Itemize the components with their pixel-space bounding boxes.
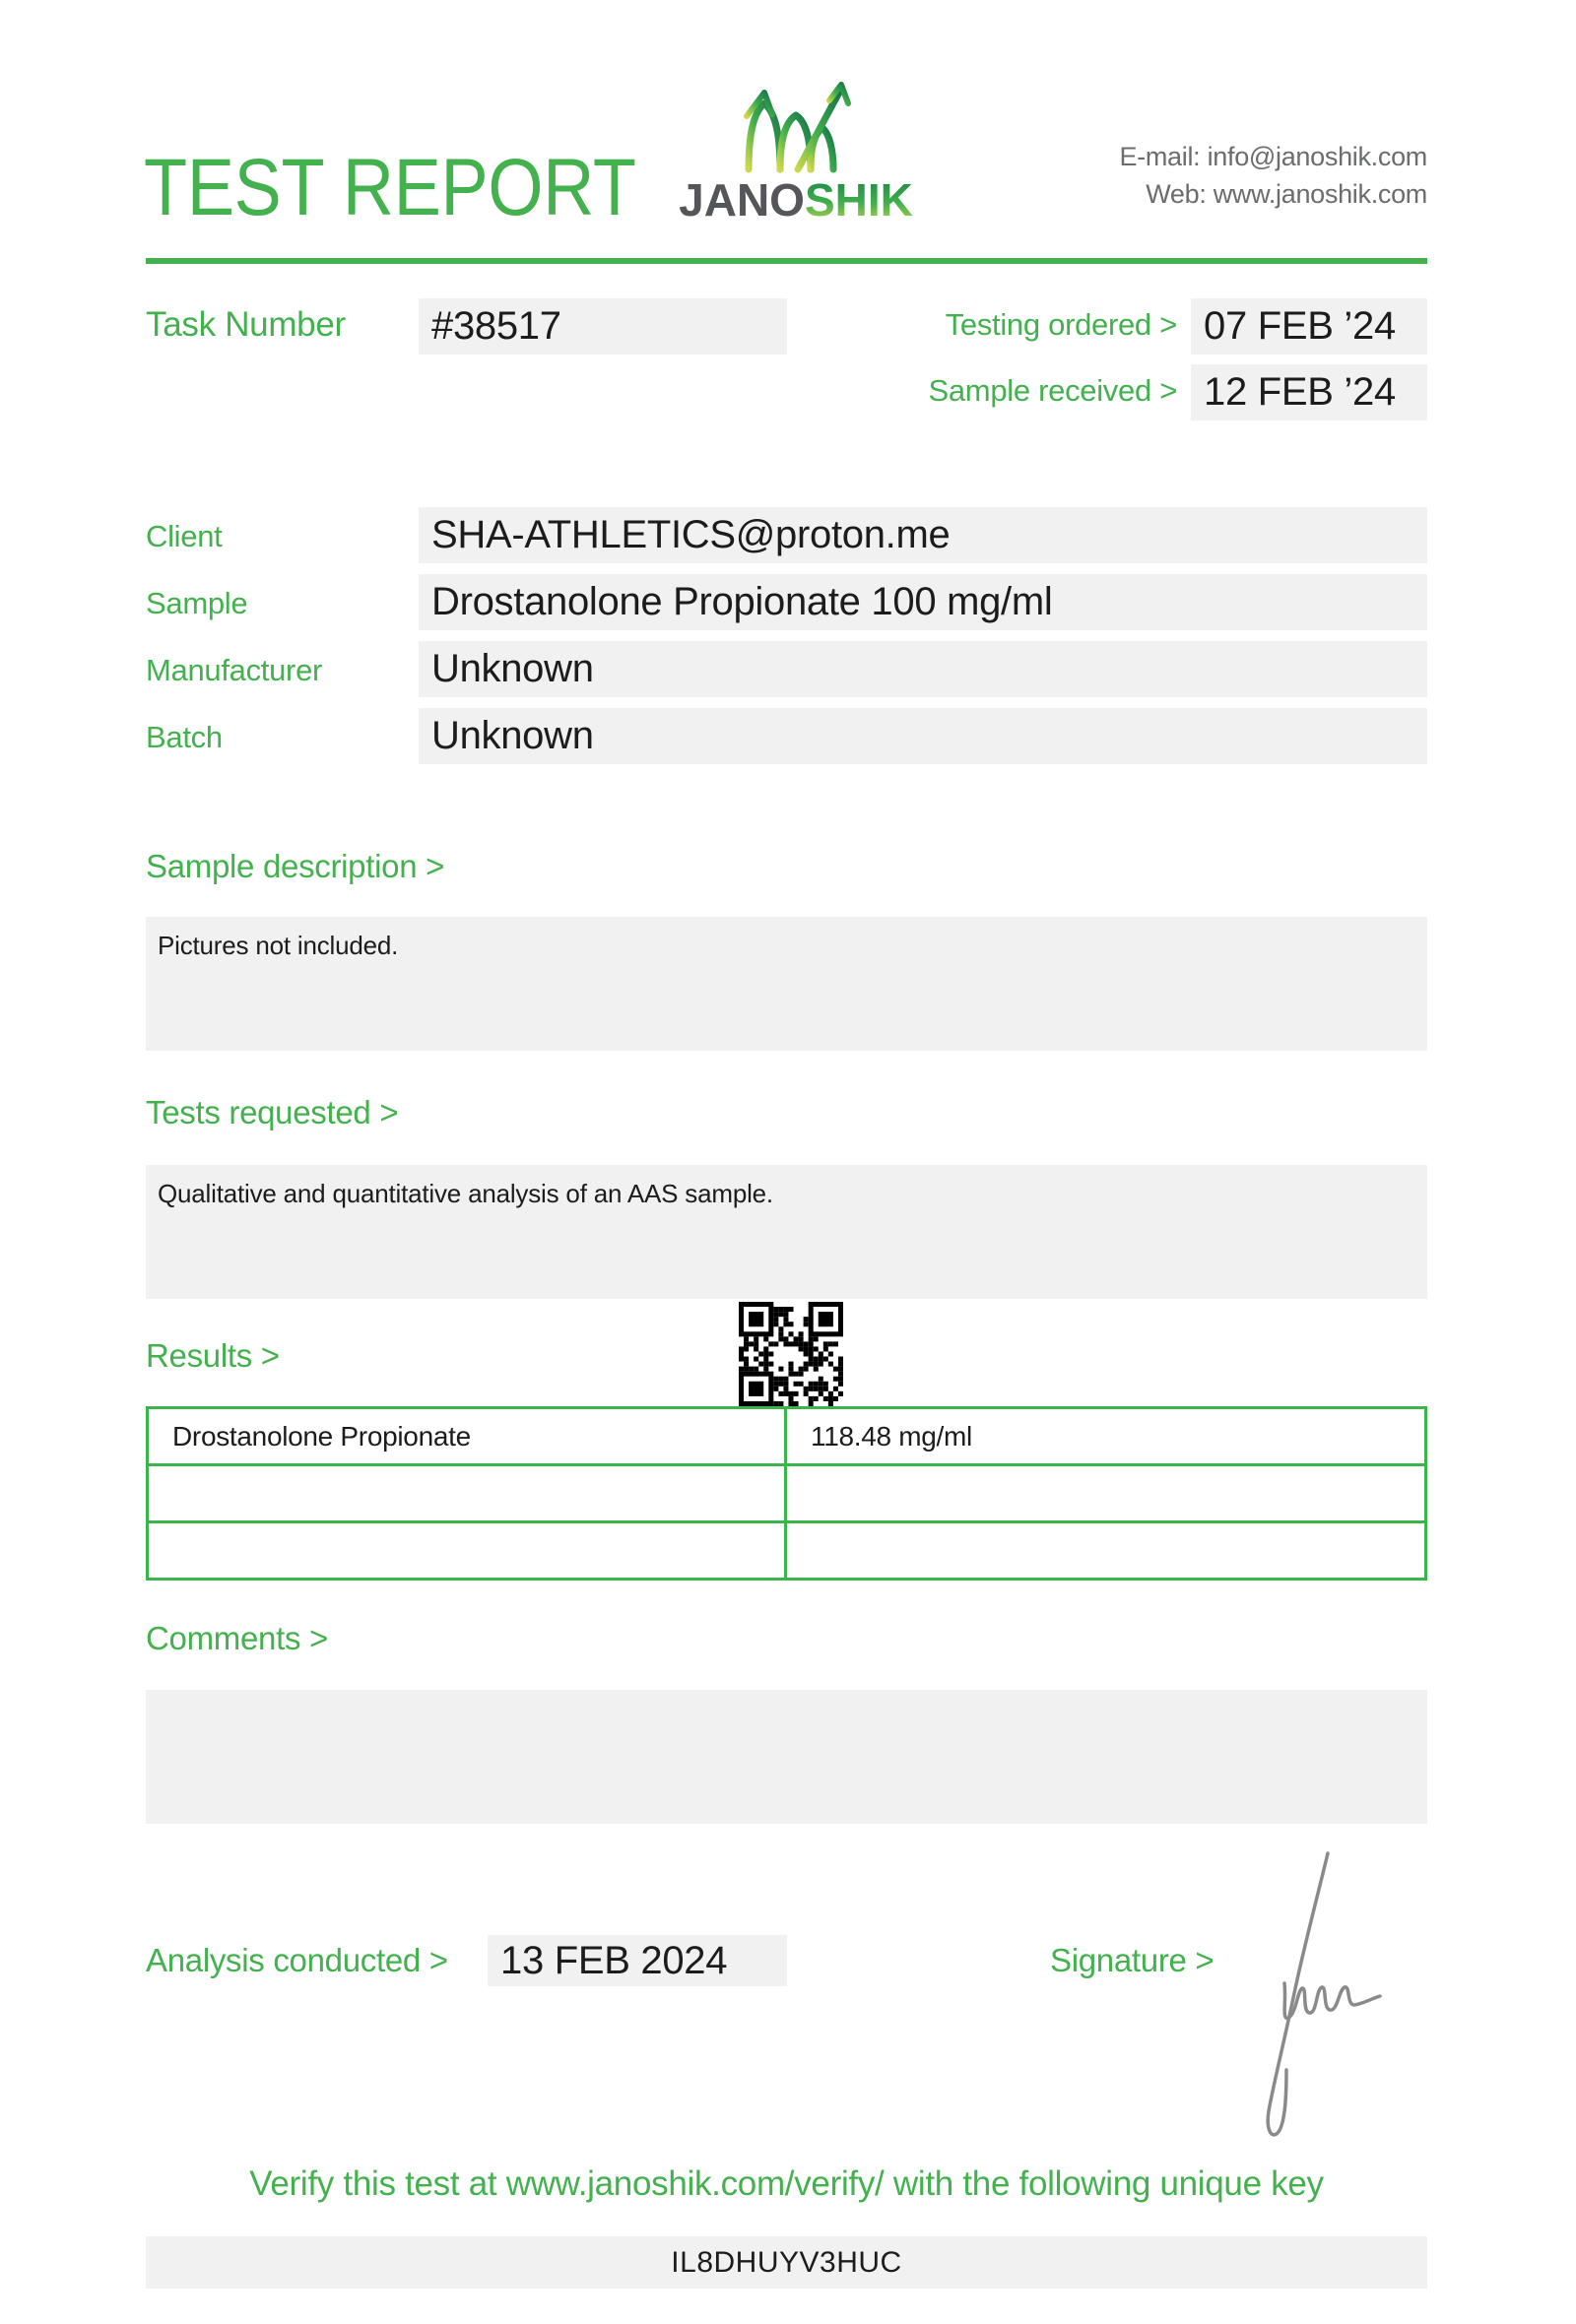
signature-scribble	[1229, 1847, 1387, 2143]
result-analyte-cell: Drostanolone Propionate	[172, 1421, 471, 1452]
result-empty-cell	[784, 1463, 1424, 1520]
result-empty-cell	[149, 1463, 784, 1520]
result-empty-cell	[784, 1520, 1424, 1578]
verify-key-box: IL8DHUYV3HUC	[146, 2236, 1427, 2289]
task-number-label: Task Number	[146, 305, 346, 344]
client-value: SHA-ATHLETICS@proton.me	[419, 507, 1427, 563]
batch-value: Unknown	[419, 708, 1427, 764]
header-divider	[146, 258, 1427, 264]
comments-heading: Comments >	[146, 1620, 328, 1656]
results-heading: Results >	[146, 1337, 280, 1374]
analysis-date-value: 13 FEB 2024	[488, 1935, 787, 1986]
sample-value: Drostanolone Propionate 100 mg/ml	[419, 574, 1427, 630]
tests-requested-heading: Tests requested >	[146, 1094, 399, 1130]
web-line: Web: www.janoshik.com	[1146, 179, 1427, 209]
wordmark-green-part: SHIK	[804, 174, 913, 226]
task-number-value: #38517	[419, 298, 787, 355]
testing-ordered-label: Testing ordered >	[945, 307, 1177, 342]
batch-label: Batch	[146, 720, 223, 754]
comments-box	[146, 1690, 1427, 1824]
results-table	[146, 1406, 1427, 1581]
email-line: E-mail: info@janoshik.com	[1119, 142, 1427, 171]
sample-received-value: 12 FEB ’24	[1191, 364, 1427, 420]
verify-instruction: Verify this test at www.janoshik.com/verify/ with the following unique key	[249, 2164, 1324, 2203]
tests-requested-box: Qualitative and quantitative analysis of an AAS sample.	[146, 1165, 1427, 1299]
result-empty-cell	[149, 1520, 784, 1578]
sample-received-label: Sample received >	[928, 373, 1177, 408]
manufacturer-value: Unknown	[419, 641, 1427, 697]
janoshik-wordmark	[658, 173, 934, 226]
signature-label: Signature >	[1050, 1942, 1215, 1978]
sample-label: Sample	[146, 586, 248, 620]
result-value-cell: 118.48 mg/ml	[784, 1409, 1424, 1463]
contact-block	[1119, 138, 1427, 213]
client-label: Client	[146, 519, 223, 553]
manufacturer-label: Manufacturer	[146, 653, 323, 687]
janoshik-chart-arrows-icon	[737, 77, 859, 175]
qr-code	[739, 1302, 843, 1406]
wordmark-gray-part: JANO	[679, 174, 805, 226]
analysis-conducted-label: Analysis conducted >	[146, 1942, 448, 1978]
sample-description-heading: Sample description >	[146, 848, 445, 884]
testing-ordered-value: 07 FEB ’24	[1191, 298, 1427, 355]
sample-description-box: Pictures not included.	[146, 917, 1427, 1051]
page-title: TEST REPORT	[144, 143, 636, 232]
